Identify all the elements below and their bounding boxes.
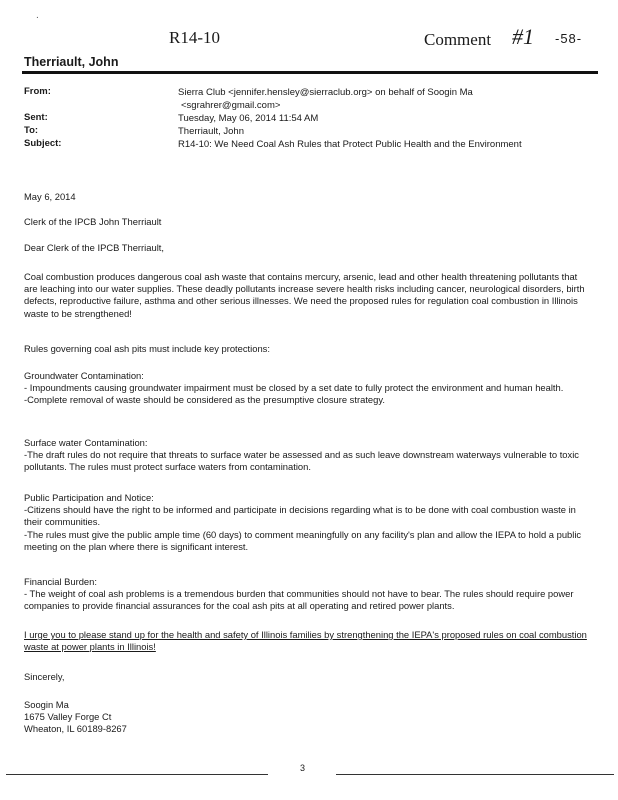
scan-speck: . [36, 10, 39, 21]
signature-address-line-2: Wheaton, IL 60189-8267 [24, 723, 127, 735]
letter-salutation: Dear Clerk of the IPCB Therriault, [24, 242, 164, 253]
footer-rule-left [6, 774, 268, 775]
sent-label: Sent: [24, 112, 48, 123]
from-value-line-1: Sierra Club <jennifer.hensley@sierraclub.org> on behalf of Soogin Ma [178, 87, 473, 98]
groundwater-point-2: -Complete removal of waste should be considered as the presumptive closure strategy. [24, 394, 385, 406]
signature-name: Soogin Ma [24, 699, 69, 710]
docket-number: R14-10 [169, 28, 220, 47]
surface-water-section [24, 437, 592, 474]
financial-burden-point-1: - The weight of coal ash problems is a tremendous burden that communities should not have to bear. The rules should require power companies to provide financial assurances for the coal ash pits at all operating and retired power plants. [24, 588, 574, 612]
to-value: Therriault, John [178, 126, 245, 137]
subject-value: R14-10: We Need Coal Ash Rules that Protect Public Health and the Environment [178, 139, 522, 150]
comment-label: Comment [424, 30, 492, 49]
sent-value: Tuesday, May 06, 2014 11:54 AM [178, 113, 319, 124]
comment-number: #1 [512, 24, 534, 49]
signature-block [24, 699, 592, 736]
page-mark: -58- [555, 31, 583, 46]
signoff: Sincerely, [24, 671, 65, 682]
surface-water-heading: Surface water Contamination: [24, 437, 148, 448]
surface-water-point-1: -The draft rules do not require that threats to surface water be assessed and as such leave downstream waterways vulnerable to toxic pollutants. The rules must protect surface waters from contamination. [24, 449, 579, 473]
intro-paragraph [24, 271, 592, 320]
financial-burden-section [24, 576, 592, 613]
public-participation-point-1: -Citizens should have the right to be informed and participate in decisions regarding what is to be done with coal combustion waste in their communities. [24, 504, 576, 528]
closing-paragraph: I urge you to please stand up for the health and safety of Illinois families by strengthening the IEPA's proposed rules on coal combustion waste at power plants in Illinois! [24, 629, 587, 653]
intro-text: Coal combustion produces dangerous coal ash waste that contains mercury, arsenic, lead and other health threatening pollutants that are leaching into our water supplies. These deadly pollutants increase severe health risks including cancer, neurological disorders, birth defects, reproductive failure, asthma and other serious illnesses. We need the proposed rules for regulation coal combustion in Illinois waste to be strengthened! [24, 271, 585, 319]
rules-intro: Rules governing coal ash pits must include key protections: [24, 343, 270, 354]
from-value-line-2: <sgrahrer@gmail.com> [181, 100, 281, 111]
recipient-name: Therriault, John [24, 55, 119, 69]
to-label: To: [24, 125, 39, 136]
footer-rule-right [336, 774, 614, 775]
page-number: 3 [300, 763, 306, 773]
groundwater-point-1: - Impoundments causing groundwater impairment must be closed by a set date to fully protect the environment and human health. [24, 382, 564, 394]
subject-label: Subject: [24, 138, 62, 149]
groundwater-section [24, 370, 592, 407]
groundwater-heading: Groundwater Contamination: [24, 370, 144, 381]
letter-addressee: Clerk of the IPCB John Therriault [24, 216, 162, 227]
from-value [178, 86, 578, 112]
financial-burden-heading: Financial Burden: [24, 576, 97, 587]
public-participation-point-2: -The rules must give the public ample time (60 days) to comment meaningfully on any facility's plan and allow the IEPA to hold a public meeting on the plan where there is significant interest. [24, 528, 582, 552]
header-rule [22, 71, 598, 74]
from-label: From: [24, 86, 51, 97]
letter-date: May 6, 2014 [24, 191, 76, 202]
public-participation-heading: Public Participation and Notice: [24, 492, 154, 503]
signature-address-line-1: 1675 Valley Forge Ct [24, 711, 112, 723]
public-participation-section [24, 492, 592, 553]
